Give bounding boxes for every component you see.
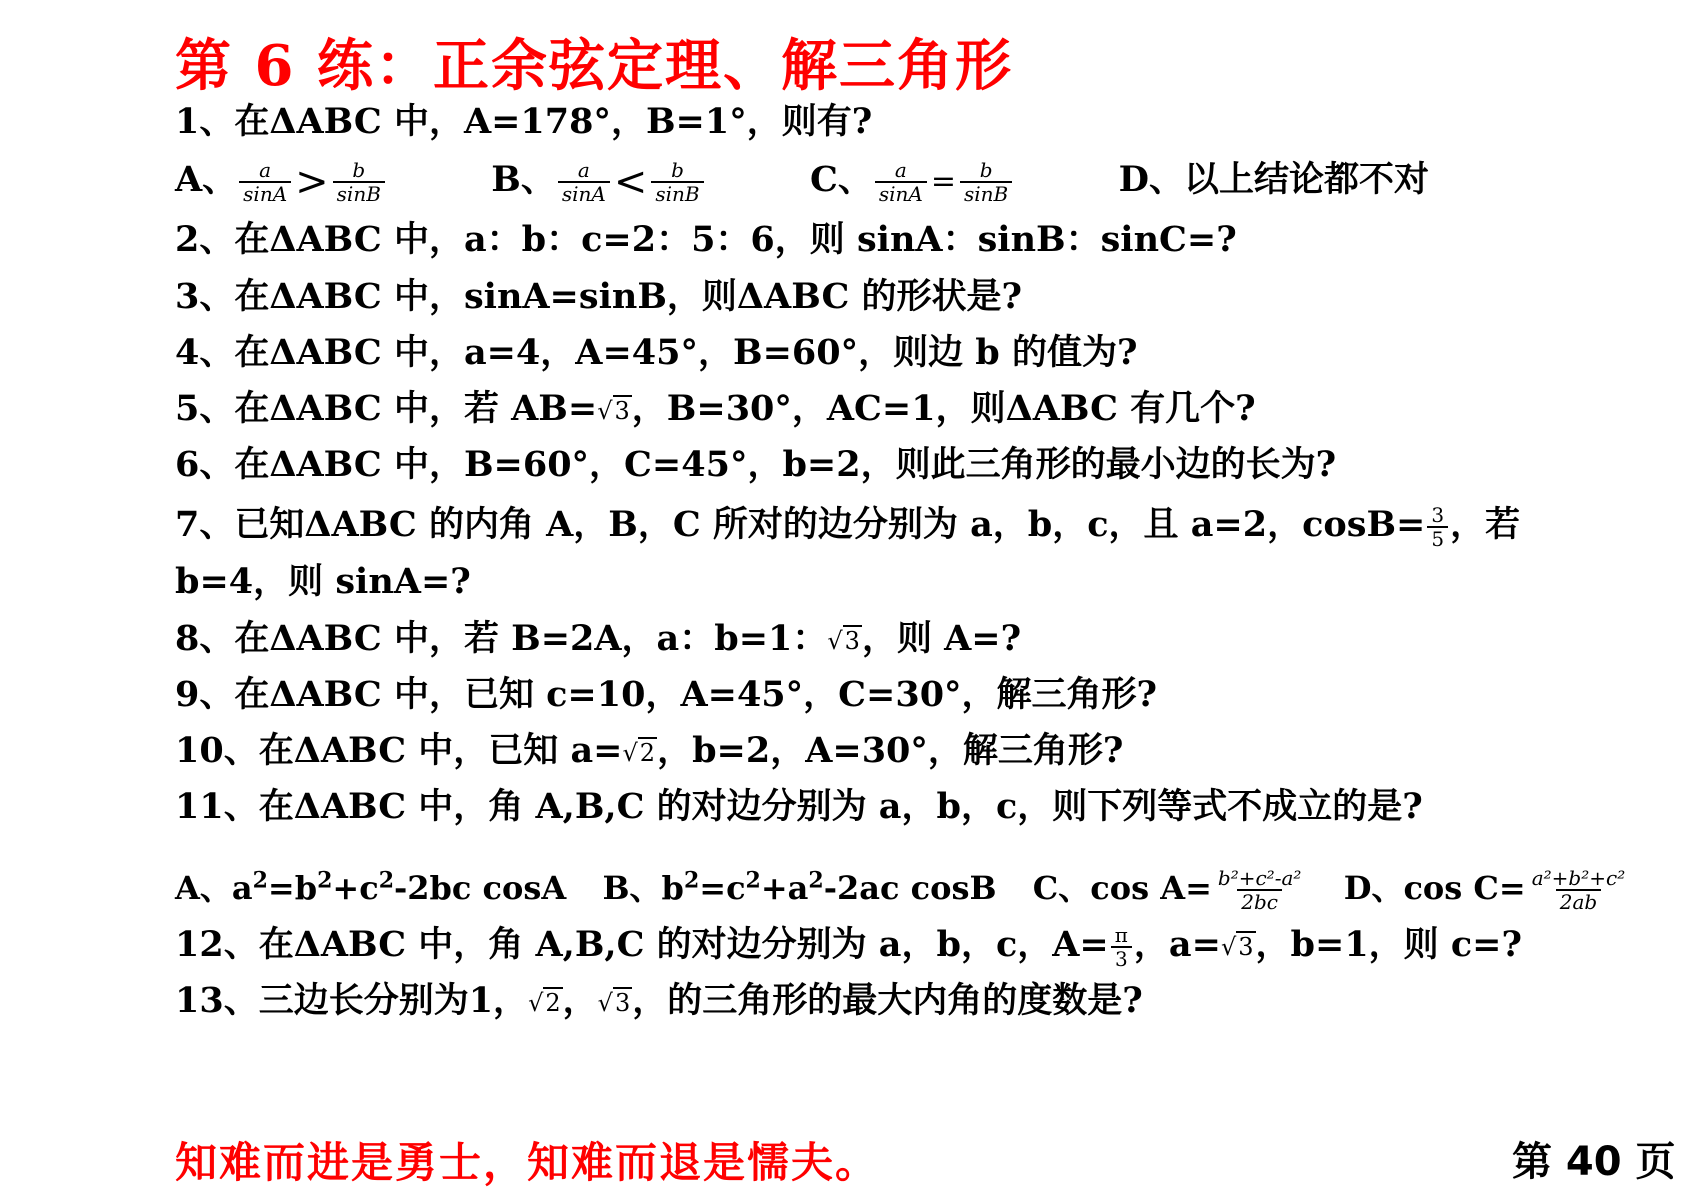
question-4: 4、在ΔABC 中，a=4，A=45°，B=60°，则边 b 的值为?	[175, 332, 1138, 373]
q1-option-a: A、 $\frac{a}{\sin A}$ > $\frac{b}{\sin B}$	[175, 159, 399, 200]
question-8: 8、在ΔABC 中，若 B=2A，a：b=1：√3，则 A=?	[175, 618, 1022, 659]
question-13: 13、三边长分别为1，√2，√3，的三角形的最大内角的度数是?	[175, 980, 1143, 1021]
q1-option-b: B、 $\frac{a}{\sin A}$ < $\frac{b}{\sin B}$	[491, 159, 718, 200]
question-1-stem: 1、在ΔABC 中，A=178°，B=1°，则有?	[175, 101, 873, 142]
question-9: 9、在ΔABC 中，已知 c=10，A=45°，C=30°，解三角形?	[175, 674, 1158, 715]
page-title: 第 6 练：正余弦定理、解三角形	[175, 33, 1013, 99]
question-2: 2、在ΔABC 中，a：b：c=2：5：6，则 sinA：sinB：sinC=?	[175, 219, 1237, 260]
question-11-options	[175, 858, 1631, 913]
q11-option-c: C、cos A= $\frac{\text{b²+c²-a²}}{2bc}$	[1032, 866, 1302, 915]
footer-motto: 知难而进是勇士，知难而退是懦夫。	[175, 1138, 880, 1187]
question-11-stem: 11、在ΔABC 中，角 A,B,C 的对边分别为 a，b，c，则下列等式不成立的是?	[175, 786, 1423, 827]
q11-option-d: D、cos C= $\frac{\text{a²+b²+c²}}{2ab}$	[1343, 866, 1626, 915]
page-number: 第 40 页	[1512, 1139, 1676, 1185]
question-5: 5、在ΔABC 中，若 AB=√3，B=30°，AC=1，则ΔABC 有几个?	[175, 388, 1256, 429]
question-10: 10、在ΔABC 中，已知 a=√2，b=2，A=30°，解三角形?	[175, 730, 1124, 771]
question-12: 12、在ΔABC 中，角 A,B,C 的对边分别为 a，b，c，A= $\frac{\pi}{3}$ ，a=√3，b=1，则 c=?	[175, 922, 1522, 971]
q1-option-c: C、 $\frac{a}{\sin A}$ = $\frac{b}{\sin B}$	[810, 159, 1026, 200]
question-3: 3、在ΔABC 中，sinA=sinB，则ΔABC 的形状是?	[175, 276, 1022, 317]
q1-option-d: D、以上结论都不对	[1118, 159, 1429, 200]
question-7-continued: b=4，则 sinA=?	[175, 561, 471, 602]
question-6: 6、在ΔABC 中，B=60°，C=45°，b=2，则此三角形的最小边的长为?	[175, 444, 1337, 485]
q11-option-b: B、$b^2=c^2+a^2-2ac$ cosB	[602, 867, 997, 907]
question-1-options	[175, 158, 1429, 205]
q11-option-a: A、$a^2=b^2+c^2-2bc$ cosA	[175, 867, 567, 907]
question-7: 7、已知ΔABC 的内角 A，B，C 所对的边分别为 a，b，c，且 a=2，cosB= $\frac{3}{5}$ ，若	[175, 502, 1521, 551]
